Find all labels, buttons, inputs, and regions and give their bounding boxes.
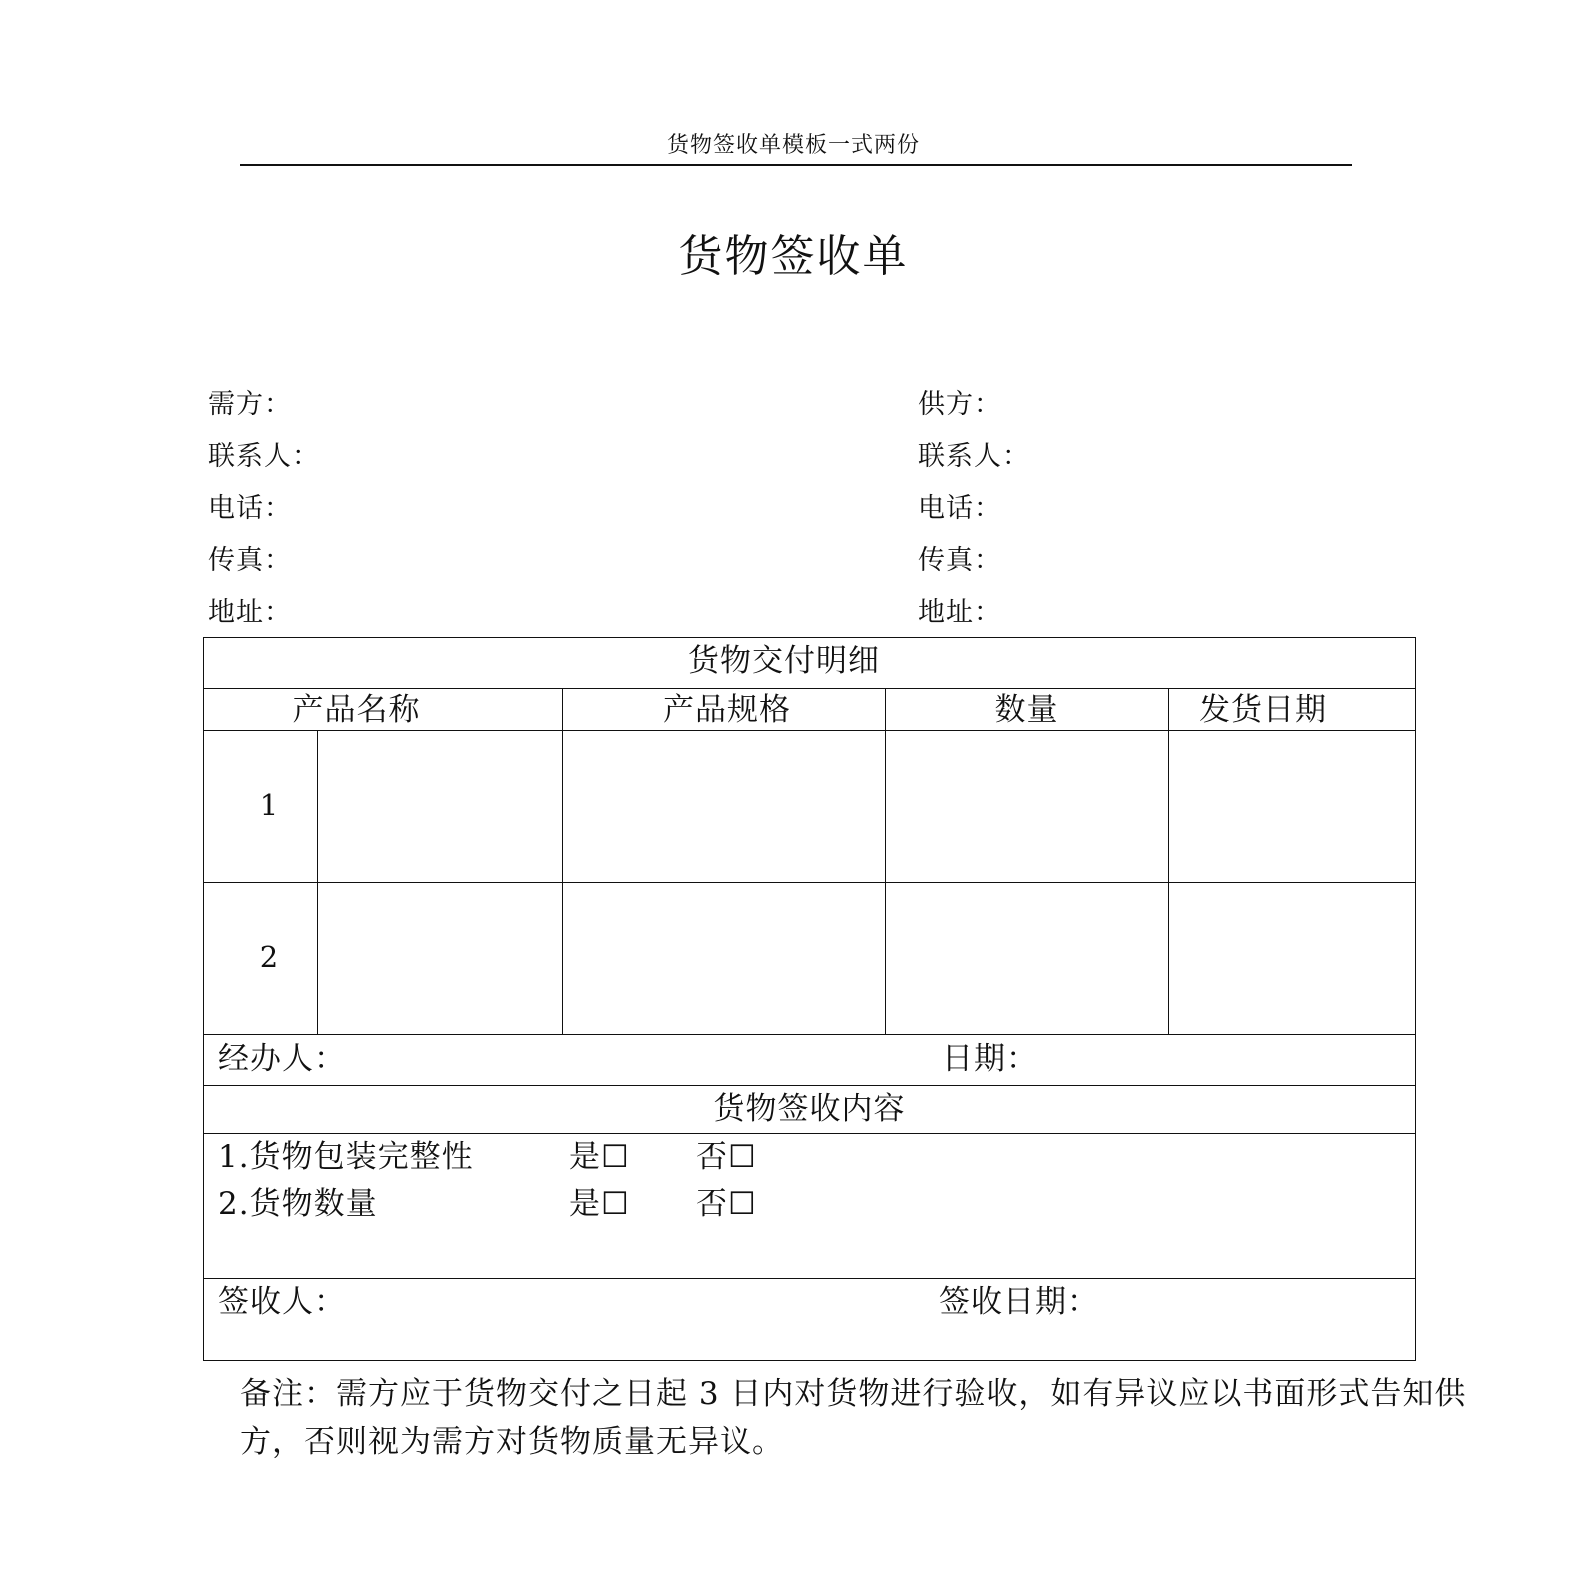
supplier-fax-label: 传真： (918, 545, 1002, 576)
col-header-product-spec: 产品规格 (663, 692, 791, 728)
product-spec-cell[interactable] (563, 731, 884, 881)
header-rule (240, 164, 1352, 166)
col-header-quantity: 数量 (994, 692, 1059, 728)
row-number: 2 (259, 940, 279, 974)
buyer-phone-label: 电话： (208, 493, 292, 524)
no-checkbox[interactable]: 否☐ (696, 1186, 757, 1222)
col-header-ship-date: 发货日期 (1199, 692, 1327, 728)
receipt-item-label: 2.货物数量 (218, 1186, 378, 1222)
no-checkbox[interactable]: 否☐ (696, 1139, 757, 1175)
quantity-cell[interactable] (886, 883, 1167, 1033)
supplier-party-label: 供方： (918, 389, 1002, 420)
supplier-phone-label: 电话： (918, 493, 1002, 524)
buyer-party-label: 需方： (208, 389, 292, 420)
page-header: 货物签收单模板一式两份 (666, 133, 920, 158)
supplier-address-label: 地址： (918, 597, 1002, 628)
product-name-cell[interactable] (318, 883, 561, 1033)
handler-date-label: 日期： (942, 1041, 1038, 1077)
product-spec-cell[interactable] (563, 883, 884, 1033)
signer-label: 签收人： (218, 1284, 346, 1320)
supplier-contact-label: 联系人： (918, 441, 1030, 472)
delivery-section-title: 货物交付明细 (688, 643, 880, 679)
receipt-section-title: 货物签收内容 (713, 1091, 906, 1127)
quantity-cell[interactable] (886, 731, 1167, 881)
buyer-fax-label: 传真： (208, 545, 292, 576)
product-name-cell[interactable] (318, 731, 561, 881)
row-divider (204, 1085, 1415, 1086)
ship-date-cell[interactable] (1169, 883, 1414, 1033)
handler-label: 经办人： (218, 1041, 346, 1077)
document-title: 货物签收单 (678, 231, 909, 282)
row-divider (204, 1034, 1415, 1035)
row-divider (204, 1133, 1415, 1134)
note-text: 备注：需方应于货物交付之日起 3 日内对货物进行验收，如有异议应以书面形式告知供方，否则视为需方对货物质量无异议。 (240, 1376, 1467, 1460)
ship-date-cell[interactable] (1169, 731, 1414, 881)
col-header-product-name: 产品名称 (292, 692, 421, 728)
receipt-item-label: 1.货物包装完整性 (218, 1139, 474, 1175)
row-number: 1 (259, 788, 279, 822)
row-divider (204, 1278, 1415, 1279)
sign-date-label: 签收日期： (939, 1284, 1099, 1320)
buyer-contact-label: 联系人： (208, 441, 320, 472)
delivery-receipt-form (203, 637, 1416, 1361)
buyer-address-label: 地址： (208, 597, 292, 628)
yes-checkbox[interactable]: 是☐ (569, 1186, 630, 1222)
yes-checkbox[interactable]: 是☐ (569, 1139, 630, 1175)
row-divider (204, 688, 1415, 689)
